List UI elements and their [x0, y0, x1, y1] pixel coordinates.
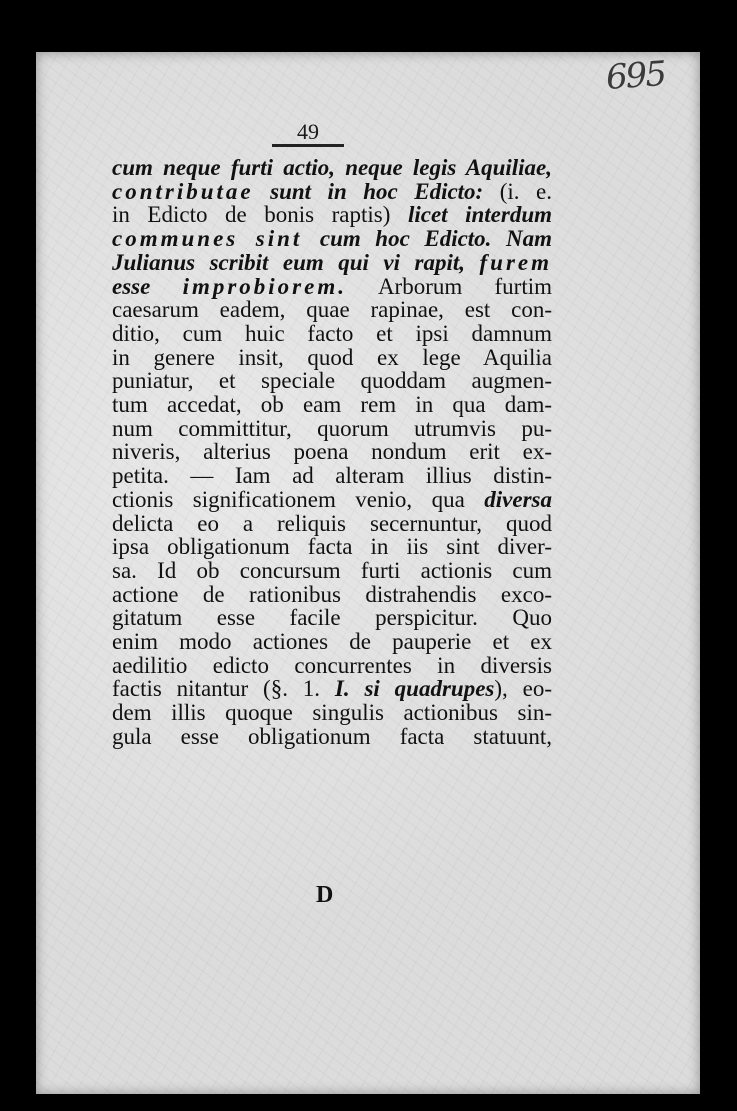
text-line [112, 488, 552, 512]
text-segment: in Edicto de bonis raptis) [112, 202, 408, 228]
text-line [112, 583, 552, 607]
text-segment: factis nitantur (§. 1. [112, 676, 335, 702]
text-segment: I. si quadrupes [334, 676, 495, 702]
text-line [112, 417, 552, 441]
text-segment: diversa [484, 486, 552, 512]
text-line [112, 346, 552, 370]
text-segment: (i. e. [499, 178, 552, 204]
text-line [112, 180, 552, 204]
text-segment: puniatur, et speciale quoddam augmen- [112, 368, 552, 394]
text-line [112, 701, 552, 725]
text-line [112, 227, 552, 251]
text-segment: ditio, cum huic facto et ipsi damnum [112, 320, 552, 346]
text-line [112, 559, 552, 583]
text-segment: niveris, alterius poena nondum erit ex- [112, 439, 552, 465]
text-segment: enim modo actiones de pauperie et ex [112, 629, 552, 655]
text-line [112, 440, 552, 464]
text-segment: in genere insit, quod ex lege Aquilia [112, 344, 552, 370]
text-line [112, 298, 552, 322]
text-line [112, 156, 552, 180]
text-segment: improbiorem. [182, 273, 347, 299]
text-line [112, 322, 552, 346]
text-segment: delicta eo a reliquis secernuntur, quod [112, 510, 552, 536]
text-line [112, 654, 552, 678]
text-line [112, 630, 552, 654]
text-segment: petita. — Iam ad alteram illius distin- [112, 463, 552, 489]
text-line [112, 512, 552, 536]
text-segment: gula esse obligationum facta statuunt, [112, 723, 552, 749]
text-segment: sunt in hoc Edicto: [253, 178, 500, 204]
text-segment: actione de rationibus distrahendis exco- [112, 581, 552, 607]
text-line [112, 251, 552, 275]
text-segment: dem illis quoque singulis actionibus sin- [112, 700, 552, 726]
text-segment: licet interdum [407, 202, 552, 228]
text-line [112, 464, 552, 488]
text-segment: cum hoc Edicto. Nam [319, 226, 552, 252]
text-segment: esse [112, 273, 183, 299]
page-number: 49 [272, 120, 344, 147]
text-segment: ctionis significationem venio, qua [112, 486, 485, 512]
text-line [112, 535, 552, 559]
text-line [112, 606, 552, 630]
text-segment: Arborum furtim [346, 273, 552, 299]
text-segment: cum neque furti actio, neque legis Aquiliae, [112, 155, 552, 180]
text-segment: gitatum esse facile perspicitur. Quo [112, 605, 552, 631]
text-segment: caesarum eadem, quae rapinae, est con- [112, 297, 552, 323]
text-line [112, 275, 552, 299]
text-line [112, 725, 552, 749]
text-segment: contributae [112, 178, 254, 204]
text-line [112, 203, 552, 227]
text-segment: num committitur, quorum utrumvis pu- [112, 415, 552, 441]
text-segment: communes [112, 226, 239, 252]
text-segment: sa. Id ob concursum furti actionis cum [112, 557, 552, 583]
text-segment: sint [238, 226, 320, 252]
text-segment: Julianus scribit eum qui vi rapit, [112, 249, 480, 275]
signature-mark: D [316, 882, 334, 908]
text-segment: ), eo- [494, 676, 553, 702]
body-text [112, 156, 552, 749]
text-segment: tum accedat, ob eam rem in qua dam- [112, 392, 552, 418]
text-line [112, 369, 552, 393]
text-line [112, 677, 552, 701]
text-line [112, 393, 552, 417]
text-segment: ipsa obligationum facta in iis sint diver- [112, 534, 552, 560]
text-segment: furem [479, 249, 552, 275]
text-segment: aedilitio edicto concurrentes in diversis [112, 652, 552, 678]
archive-number: 695 [604, 53, 667, 99]
